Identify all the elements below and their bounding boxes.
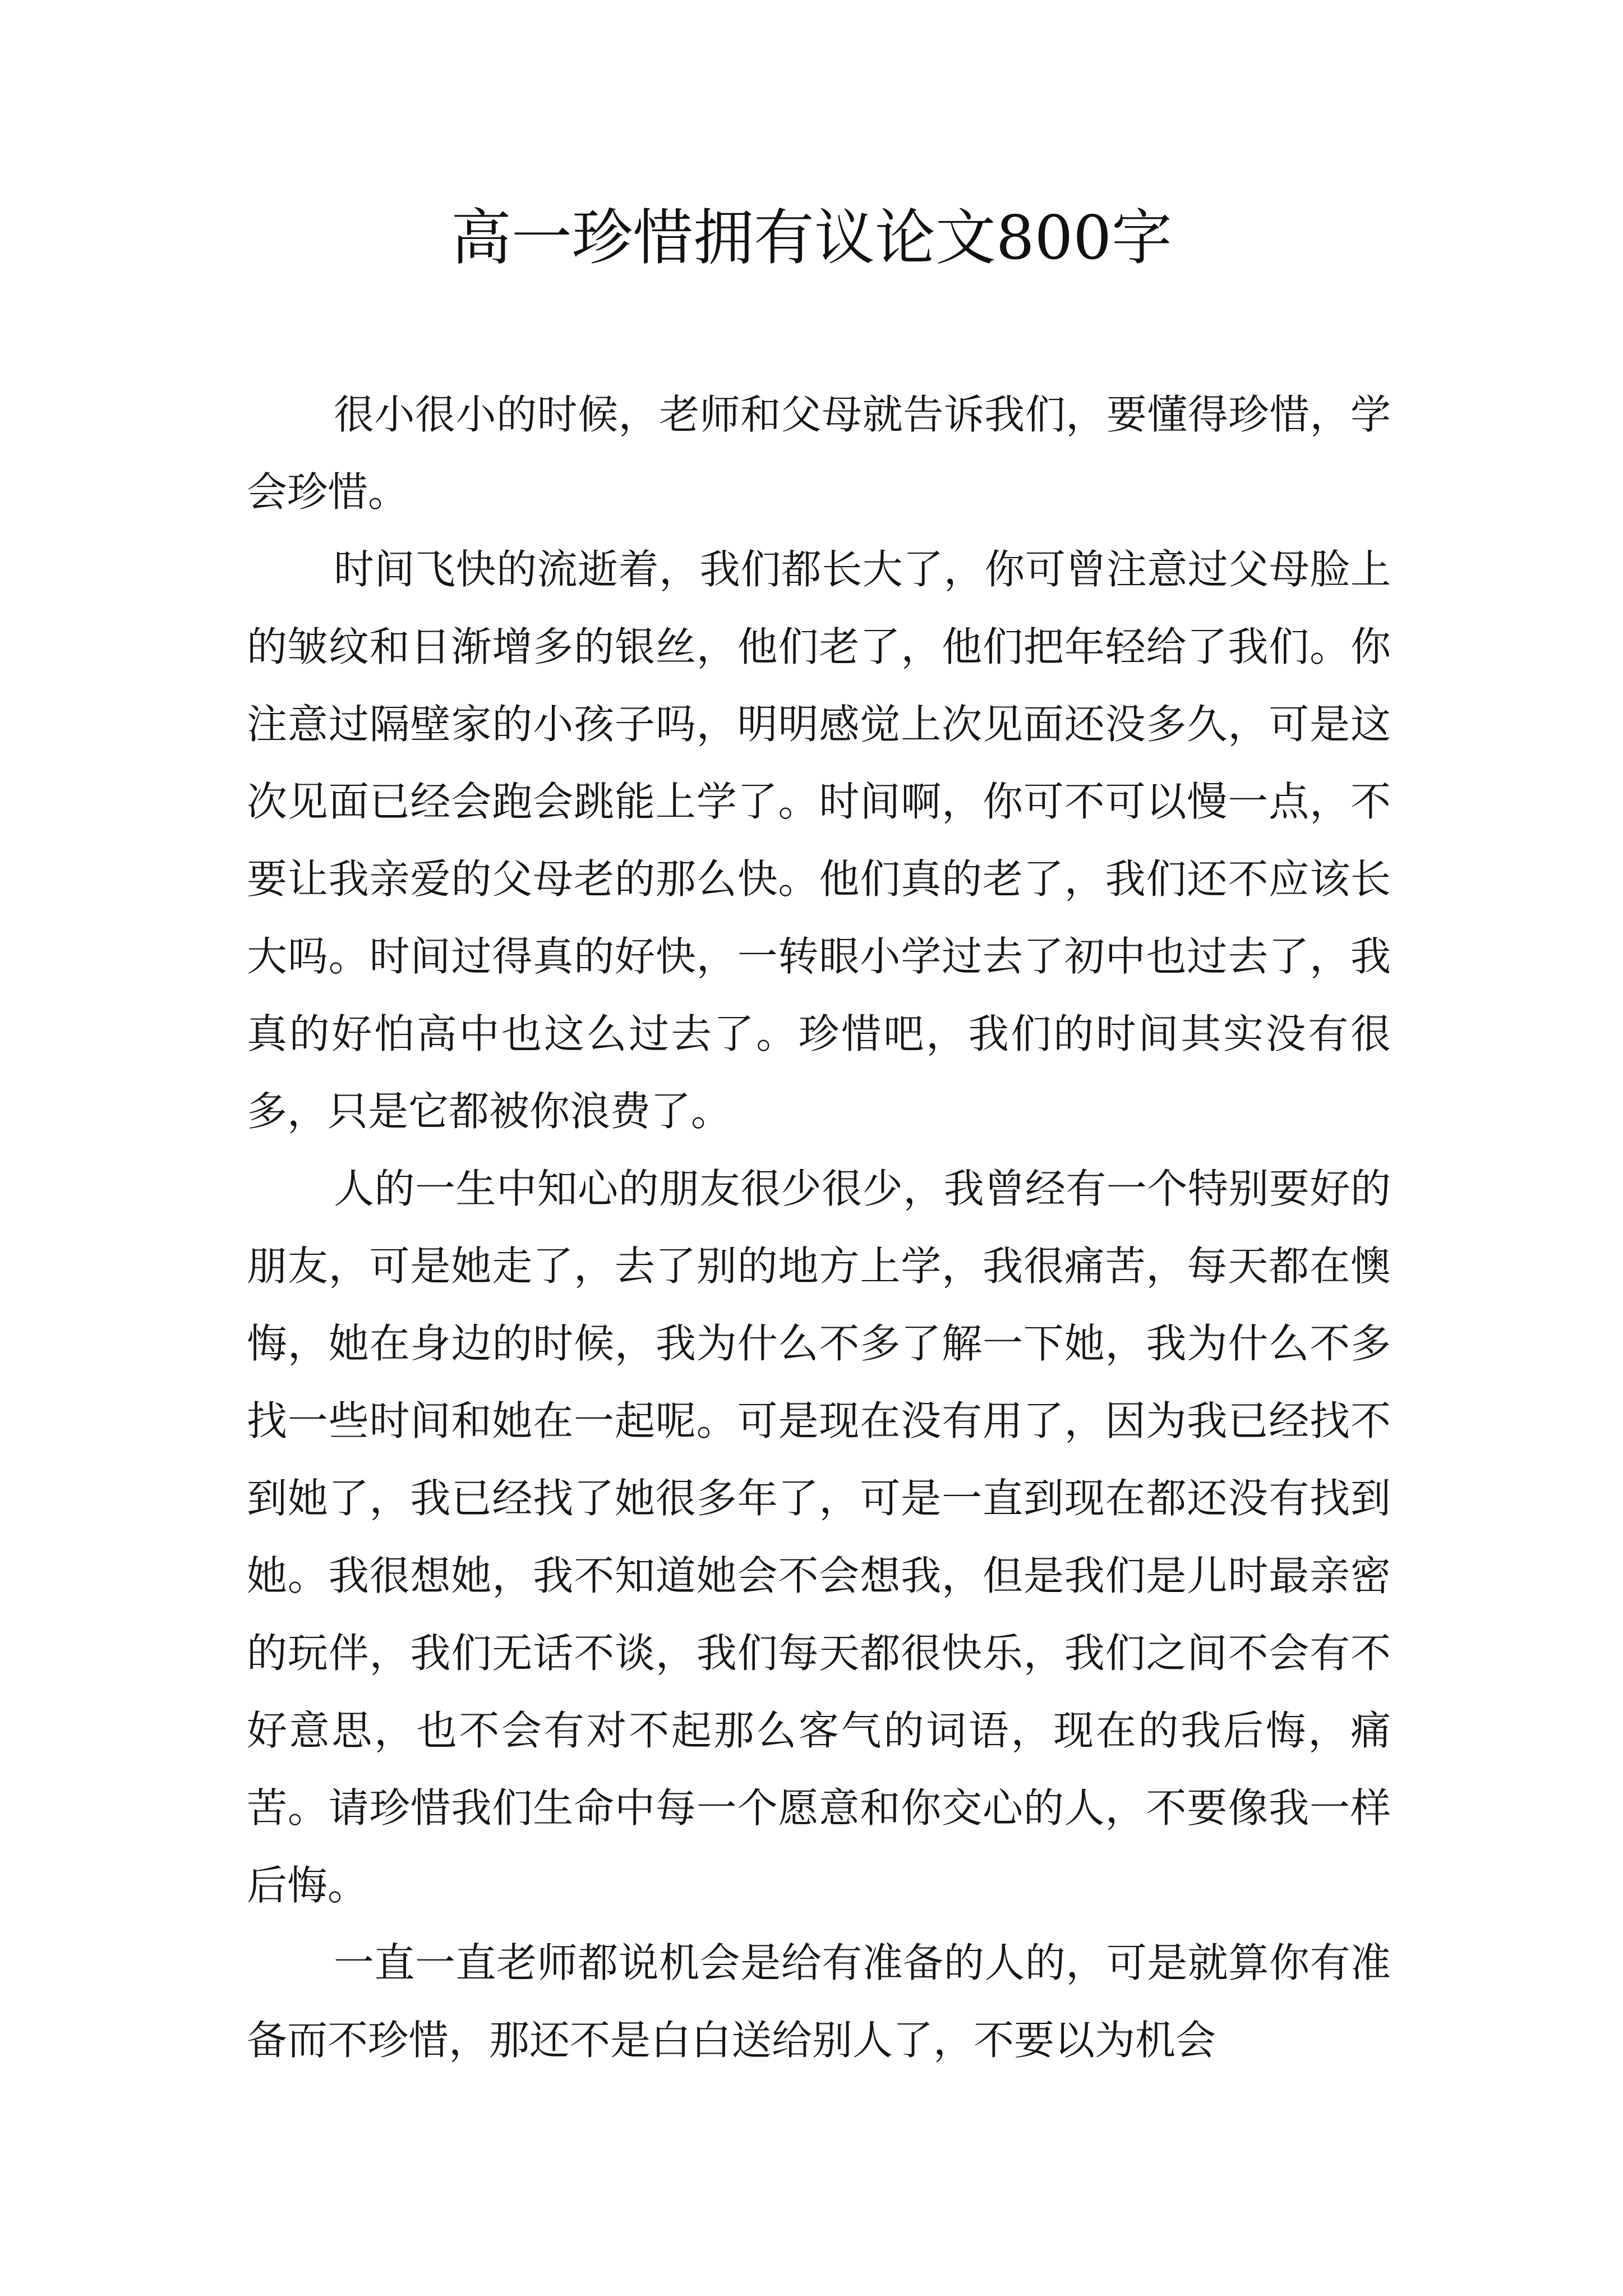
document-body (247, 376, 1391, 2079)
paragraph-2: 时间飞快的流逝着，我们都长大了，你可曾注意过父母脸上的皱纹和日渐增多的银丝，他们老了，他们把年轻给了我们。你注意过隔壁家的小孩子吗，明明感觉上次见面还没多久，可是这次见面已经会跑会跳能上学了。时间啊，你可不可以慢一点，不要让我亲爱的父母老的那么快。他们真的老了，我们还不应该长大吗。时间过得真的好快，一转眼小学过去了初中也过去了，我真的好怕高中也这么过去了。珍惜吧，我们的时间其实没有很多，只是它都被你浪费了。 (247, 546, 1391, 1135)
paragraph-4: 一直一直老师都说机会是给有准备的人的，可是就算你有准备而不珍惜，那还不是白白送给别人了，不要以为机会 (247, 1939, 1391, 2064)
document-title: 高一珍惜拥有议论文800字 (450, 203, 1173, 273)
paragraph-3: 人的一生中知心的朋友很少很少，我曾经有一个特别要好的朋友，可是她走了，去了别的地方上学，我很痛苦，每天都在懊悔，她在身边的时候，我为什么不多了解一下她，我为什么不多找一些时间和她在一起呢。可是现在没有用了，因为我已经找不到她了，我已经找了她很多年了，可是一直到现在都还没有找到她。我很想她，我不知道她会不会想我，但是我们是儿时最亲密的玩伴，我们无话不谈，我们每天都很快乐，我们之间不会有不好意思，也不会有对不起那么客气的词语，现在的我后悔，痛苦。请珍惜我们生命中每一个愿意和你交心的人，不要像我一样后悔。 (247, 1165, 1391, 1909)
paragraph-1: 很小很小的时候，老师和父母就告诉我们，要懂得珍惜，学会珍惜。 (247, 391, 1391, 516)
